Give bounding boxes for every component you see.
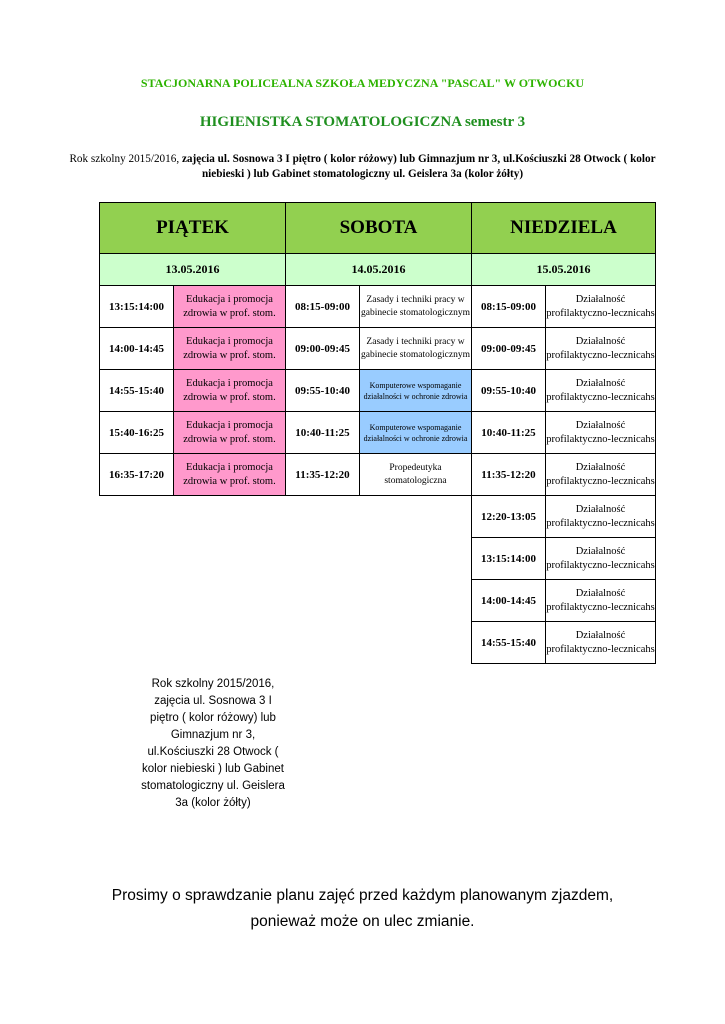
date-saturday: 14.05.2016 xyxy=(286,254,472,286)
empty-cell xyxy=(100,496,472,538)
table-row xyxy=(100,580,656,622)
location-note: Rok szkolny 2015/2016, zajęcia ul. Sosnowa 3 I piętro ( kolor różowy) lub Gimnazjum nr 3, ul.Kościuszki 28 Otwock ( kolor niebieski ) lub Gabinet stomatologiczny ul. Geislera 3a (kolor żółty) xyxy=(141,678,285,809)
table-row xyxy=(100,286,656,328)
sunday-subject: Działalność profilaktyczno-lecznicahs xyxy=(546,454,656,496)
sunday-subject: Działalność profilaktyczno-lecznicahs xyxy=(546,286,656,328)
info-bold: zajęcia ul. Sosnowa 3 I piętro ( kolor różowy) lub Gimnazjum nr 3, ul.Kościuszki 28 Otwock ( kolor niebieski ) lub Gabinet stomatologiczny ul. Geislera 3a (kolor żółty) xyxy=(181,153,656,180)
sunday-time: 09:55-10:40 xyxy=(472,370,546,412)
friday-time: 14:00-14:45 xyxy=(100,328,174,370)
saturday-subject: Propedeutyka stomatologiczna xyxy=(360,454,472,496)
date-friday: 13.05.2016 xyxy=(100,254,286,286)
sunday-subject: Działalność profilaktyczno-lecznicahs xyxy=(546,622,656,664)
saturday-subject: Zasady i techniki pracy w gabinecie stomatologicznym xyxy=(360,328,472,370)
table-row xyxy=(100,454,656,496)
date-sunday: 15.05.2016 xyxy=(472,254,656,286)
sunday-subject: Działalność profilaktyczno-lecznicahs xyxy=(546,370,656,412)
table-row xyxy=(100,538,656,580)
table-row xyxy=(100,412,656,454)
friday-time: 14:55-15:40 xyxy=(100,370,174,412)
friday-subject: Edukacja i promocja zdrowia w prof. stom. xyxy=(174,286,286,328)
schedule-table xyxy=(99,202,656,664)
sunday-subject: Działalność profilaktyczno-lecznicahs xyxy=(546,580,656,622)
saturday-subject: Zasady i techniki pracy w gabinecie stomatologicznym xyxy=(360,286,472,328)
table-row xyxy=(100,370,656,412)
sunday-time: 11:35-12:20 xyxy=(472,454,546,496)
sunday-time: 14:55-15:40 xyxy=(472,622,546,664)
empty-cell xyxy=(100,580,472,622)
school-name: STACJONARNA POLICEALNA SZKOŁA MEDYCZNA "PASCAL" W OTWOCKU xyxy=(140,76,585,90)
saturday-time: 09:55-10:40 xyxy=(286,370,360,412)
saturday-subject: Komputerowe wspomaganie działalności w ochronie zdrowia xyxy=(360,412,472,454)
day-header-saturday: SOBOTA xyxy=(286,203,472,254)
info-prefix: Rok szkolny 2015/2016, xyxy=(69,153,182,165)
sunday-time: 13:15:14:00 xyxy=(472,538,546,580)
friday-subject: Edukacja i promocja zdrowia w prof. stom. xyxy=(174,328,286,370)
footer-line-2: ponieważ może on ulec zmianie. xyxy=(250,913,475,930)
day-header-sunday: NIEDZIELA xyxy=(472,203,656,254)
document-title: HIGIENISTKA STOMATOLOGICZNA semestr 3 xyxy=(199,114,526,130)
sunday-time: 10:40-11:25 xyxy=(472,412,546,454)
friday-subject: Edukacja i promocja zdrowia w prof. stom. xyxy=(174,412,286,454)
saturday-time: 08:15-09:00 xyxy=(286,286,360,328)
empty-cell xyxy=(100,622,472,664)
footer-line-1: Prosimy o sprawdzanie planu zajęć przed każdym planowanym zjazdem, xyxy=(111,887,614,904)
friday-time: 13:15:14:00 xyxy=(100,286,174,328)
sunday-time: 08:15-09:00 xyxy=(472,286,546,328)
friday-subject: Edukacja i promocja zdrowia w prof. stom. xyxy=(174,370,286,412)
sunday-subject: Działalność profilaktyczno-lecznicahs xyxy=(546,412,656,454)
empty-cell xyxy=(100,538,472,580)
friday-time: 16:35-17:20 xyxy=(100,454,174,496)
saturday-time: 10:40-11:25 xyxy=(286,412,360,454)
sunday-time: 09:00-09:45 xyxy=(472,328,546,370)
table-row xyxy=(100,622,656,664)
table-row xyxy=(100,328,656,370)
day-header-friday: PIĄTEK xyxy=(100,203,286,254)
sunday-subject: Działalność profilaktyczno-lecznicahs xyxy=(546,538,656,580)
friday-subject: Edukacja i promocja zdrowia w prof. stom. xyxy=(174,454,286,496)
saturday-time: 11:35-12:20 xyxy=(286,454,360,496)
footer-notice xyxy=(60,883,665,935)
friday-time: 15:40-16:25 xyxy=(100,412,174,454)
saturday-time: 09:00-09:45 xyxy=(286,328,360,370)
table-row xyxy=(100,496,656,538)
sunday-time: 14:00-14:45 xyxy=(472,580,546,622)
saturday-subject: Komputerowe wspomaganie działalności w ochronie zdrowia xyxy=(360,370,472,412)
sunday-subject: Działalność profilaktyczno-lecznicahs xyxy=(546,328,656,370)
sunday-time: 12:20-13:05 xyxy=(472,496,546,538)
sunday-subject: Działalność profilaktyczno-lecznicahs xyxy=(546,496,656,538)
location-info xyxy=(60,152,665,182)
